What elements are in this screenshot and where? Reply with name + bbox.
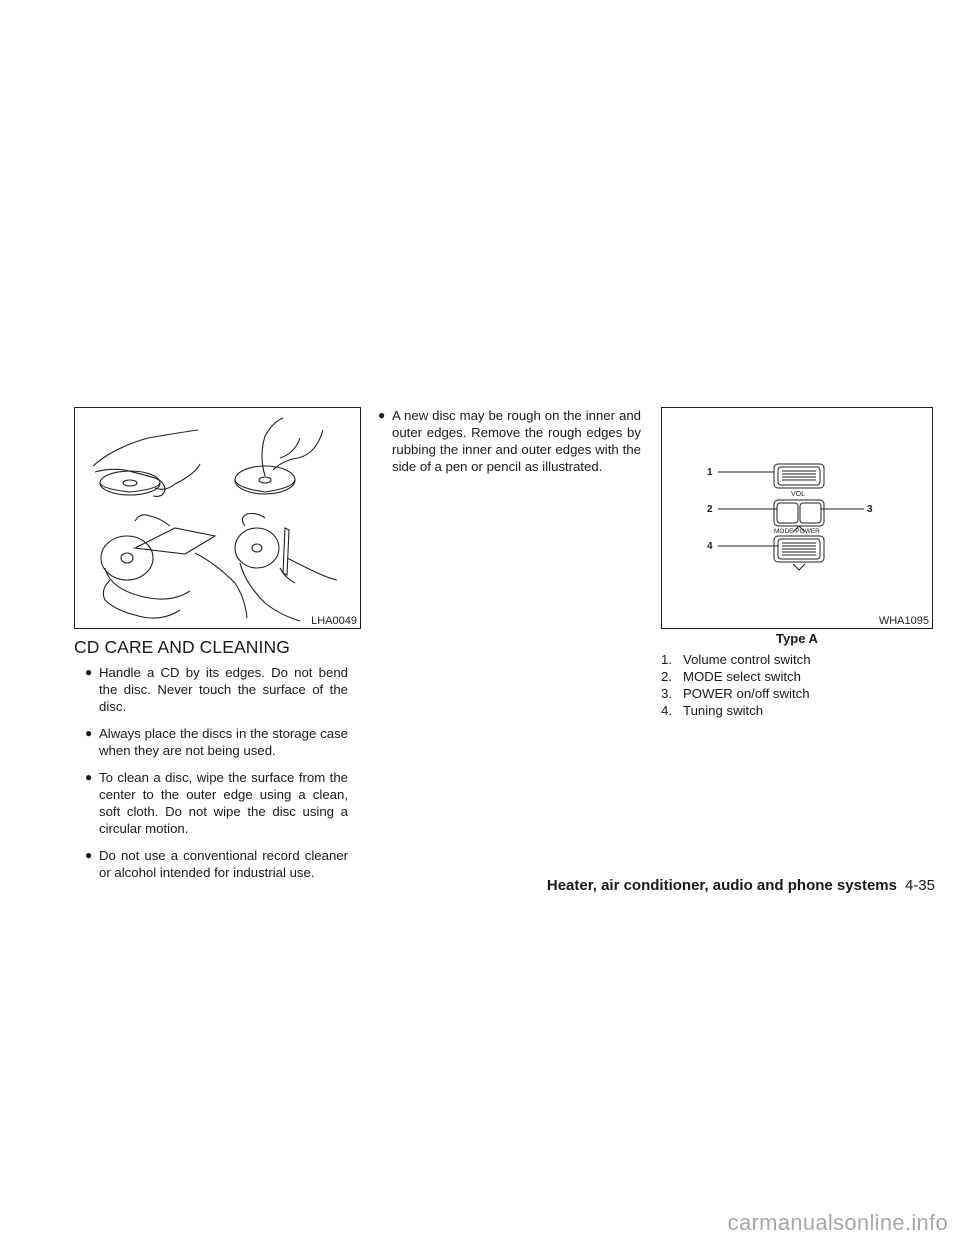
bullet-text: To clean a disc, wipe the surface from the center to the outer edge using a clean, soft cloth. Do not wipe the disc using a circular motion. — [99, 770, 348, 836]
vol-label: VOL — [791, 491, 806, 498]
section-heading: CD CARE AND CLEANING — [74, 637, 290, 657]
callout-2: 2 — [707, 504, 713, 515]
list-item — [367, 407, 641, 475]
watermark: carmanualsonline.info — [727, 1210, 948, 1235]
bullet-text: A new disc may be rough on the inner and outer edges. Remove the rough edges by rubbing the inner and outer edges with the side of a pen or pencil as illustrated. — [392, 408, 641, 474]
list-item — [74, 664, 348, 715]
legend-item: 3. POWER on/off switch — [661, 686, 810, 701]
mode-power-label: MODE POWER — [774, 528, 820, 535]
list-item — [74, 725, 348, 759]
legend-item: 1. Volume control switch — [661, 652, 811, 667]
legend-item: 2. MODE select switch — [661, 669, 801, 684]
bullet-icon: ● — [85, 665, 93, 679]
figure-caption: Type A — [776, 631, 818, 646]
bullet-icon: ● — [85, 848, 93, 862]
callout-1: 1 — [707, 467, 713, 478]
care-bullet-list — [74, 664, 348, 891]
list-item — [74, 847, 348, 881]
footer-section-title: Heater, air conditioner, audio and phone systems — [546, 877, 897, 894]
switch-legend — [661, 651, 811, 719]
control-switch-figure — [661, 407, 933, 629]
control-switch-diagram — [662, 408, 934, 630]
bullet-text: Handle a CD by its edges. Do not bend the disc. Never touch the surface of the disc. — [99, 665, 348, 714]
page-number: 4-35 — [904, 877, 935, 894]
figure-id: LHA0049 — [311, 615, 357, 627]
bullet-icon: ● — [85, 770, 93, 784]
page-footer — [547, 877, 935, 894]
legend-item: 4. Tuning switch — [661, 703, 764, 718]
list-item — [74, 769, 348, 837]
figure-id: WHA1095 — [878, 615, 929, 627]
bullet-text: Always place the discs in the storage case when they are not being used. — [99, 726, 348, 758]
cd-handling-figure — [74, 407, 361, 629]
callout-3: 3 — [867, 504, 873, 515]
cd-handling-illustration — [75, 408, 362, 630]
bullet-icon: ● — [378, 408, 386, 422]
callout-4: 4 — [707, 541, 713, 552]
bullet-icon: ● — [85, 726, 93, 740]
bullet-text: Do not use a conventional record cleaner or alcohol intended for industrial use. — [99, 848, 348, 880]
care-bullet-list-continued — [367, 407, 641, 485]
